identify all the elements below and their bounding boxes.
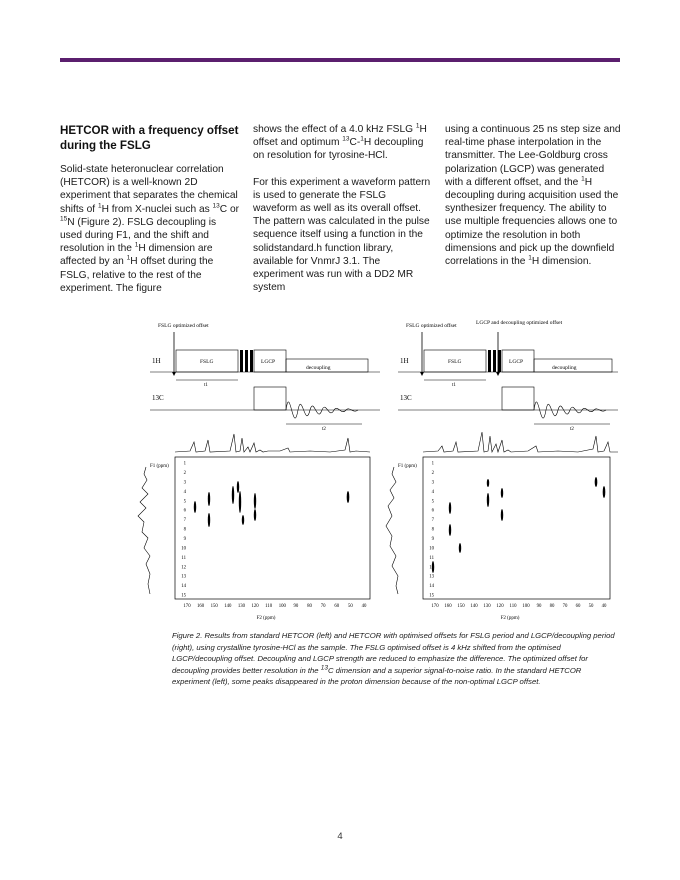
f1-axis-label-right: F1 (ppm) [398,464,417,469]
figure-2 [130,312,625,624]
f2-tick-label: 150 [210,604,218,609]
f1-tick-label: 8 [183,527,186,533]
hetcor-peaks-right [432,477,606,573]
f1-tick-label: 12 [429,565,434,571]
f2-tick-label: 120 [251,604,259,609]
f1-tick-label: 14 [429,584,434,590]
f2-tick-label: 70 [562,604,568,609]
f1-axis-label: F1 (ppm) [150,464,169,469]
f2-tick-label: 50 [588,604,594,609]
right-panel [386,319,618,621]
f1-tick-label: 9 [431,537,434,543]
f2-tick-label: 160 [444,604,452,609]
paragraph-4: using a continuous 25 ns step size and real-time phase interpolation in the transmitter. The Lee-Goldburg cross polarization (LGCP) was generated with a different offset, and the $^1$H decoupling during acquisition used the synthesizer frequency. The ability to use multiple frequencies allows one to optimize the resolution in both dimensions and pick up the downfield correlations in the $^1$H dimension. [445,124,621,268]
f2-tick-label: 70 [320,604,326,609]
f2-tick-label: 90 [293,604,299,609]
f2-tick-label: 100 [278,604,286,609]
f2-tick-label: 50 [347,604,353,609]
channel-13c-label: 13C [152,394,164,402]
f1-tick-label: 15 [181,593,186,599]
f2-tick-label: 80 [307,604,312,609]
f2-tick-label: 170 [183,604,191,609]
fslg-offset-label-right: FSLG optimized offset [406,323,457,329]
f1-tick-label: 3 [183,480,186,486]
paragraph-1: Solid-state heteronuclear correlation (HETCOR) is a well-known 2D experiment that separates the chemical shifts of $^1$H from X-nuclei such as $^{13}$C or $^{15}$N (Figure 2). FSLG decoupling is used during F1, and the shift and resolution in the $^1$H dimension are affected by an $^1$H offset during the FSLG, relative to the rest of the experiment. The figure [60,164,240,294]
channel-13c-label-right: 13C [400,394,412,402]
fslg-offset-label: FSLG optimized offset [158,323,209,329]
f2-tick-label: 90 [536,604,542,609]
t1-label-right: t1 [452,383,456,388]
f2-ticks-right [431,604,607,609]
f1-tick-label: 14 [181,584,186,590]
f1-tick-label: 13 [429,574,434,580]
f1-tick-label: 11 [429,555,434,561]
f2-tick-label: 130 [483,604,491,609]
f2-axis-label-right: F2 (ppm) [500,616,520,621]
section-heading: HETCOR with a frequency offset during the FSLG [60,124,239,152]
f2-tick-label: 120 [496,604,504,609]
f1-tick-label: 3 [431,480,434,486]
text-column-3 [445,123,625,281]
fslg-block-label-right: FSLG [448,359,462,365]
f2-tick-label: 60 [575,604,581,609]
f1-tick-label: 8 [431,527,434,533]
decoupling-block-label: decoupling [306,365,331,371]
f1-tick-label: 6 [431,508,434,514]
text-column-2 [253,123,433,307]
decoupling-block-label-right: decoupling [552,365,577,371]
t2-label: t2 [322,427,326,432]
f1-tick-label: 7 [431,518,434,524]
f1-tick-label: 2 [431,471,434,477]
f2-tick-label: 40 [601,604,607,609]
f2-tick-label: 150 [457,604,465,609]
f1-tick-label: 10 [181,546,186,552]
figure-caption: Figure 2. Results from standard HETCOR (left) and HETCOR with optimised offsets for FSLG period and LGCP/decoupling period (right), using crystalline tyrosine-HCl as the sample. The FSLG optimised offset is 4 kHz shifted from the optimised LGCP/decoupling offset. Decoupling and LGCP strength are reduced to emphasize the difference. The optimized offset for decoupling provides better resolution in the $^{13}$C dimension and a superior signal-to-noise ratio. In the standard HETCOR experiment (left), some peaks disappeared in the proton dimension because of the non-optimal LGCP offset. [172,631,615,687]
f1-tick-label: 5 [431,499,434,505]
f1-tick-label: 4 [431,489,434,495]
f1-ticks-left [181,462,186,599]
top-accent-bar [60,58,620,62]
f1-tick-label: 1 [431,461,434,467]
channel-1h-label: 1H [152,357,161,365]
f2-tick-label: 170 [431,604,439,609]
f1-tick-label: 12 [181,565,186,571]
paragraph-3: For this experiment a waveform pattern is used to generate the FSLG waveform as well as its overall offset. The pattern was calculated in the pulse sequence itself using a function in the solidstandard.h function library, available for VnmrJ 3.1. The experiment was run with a DD2 MR system [253,176,431,294]
f1-tick-label: 9 [183,537,186,543]
f1-tick-label: 1 [183,461,186,467]
hetcor-peaks-left [194,481,349,527]
f2-tick-label: 40 [361,604,367,609]
f2-tick-label: 160 [197,604,205,609]
f1-tick-label: 10 [429,546,434,552]
t1-label: t1 [204,383,208,388]
f1-tick-label: 4 [183,489,186,495]
f2-tick-label: 100 [522,604,530,609]
lgcp-block-label-right: LGCP [509,359,524,365]
left-panel [138,322,380,621]
f1-tick-label: 13 [181,574,186,580]
f1-tick-label: 6 [183,508,186,514]
fslg-block-label: FSLG [200,359,214,365]
paragraph-2: shows the effect of a 4.0 kHz FSLG $^1$H offset and optimum $^{13}$C-$^1$H decoupling on resolution for tyrosine-HCl. [253,122,427,162]
f2-tick-label: 140 [470,604,478,609]
f2-tick-label: 140 [224,604,232,609]
f2-tick-label: 110 [509,604,517,609]
f1-tick-label: 5 [183,499,186,505]
f2-tick-label: 60 [334,604,340,609]
f2-tick-label: 80 [549,604,555,609]
f1-ticks-right [429,462,434,599]
channel-1h-label-right: 1H [400,357,409,365]
text-column-1 [60,123,240,308]
f1-tick-label: 11 [181,555,186,561]
f1-tick-label: 15 [429,593,434,599]
f1-tick-label: 2 [183,471,186,477]
lgcp-offset-label: LGCP and decoupling optimized offset [476,320,563,326]
f2-ticks-left [183,604,367,609]
f1-tick-label: 7 [183,518,186,524]
f2-tick-label: 110 [265,604,273,609]
f2-tick-label: 130 [237,604,246,609]
f2-axis-label: F2 (ppm) [256,616,276,621]
t2-label-right: t2 [570,427,574,432]
page-number: 4 [337,831,343,842]
lgcp-block-label: LGCP [261,359,276,365]
